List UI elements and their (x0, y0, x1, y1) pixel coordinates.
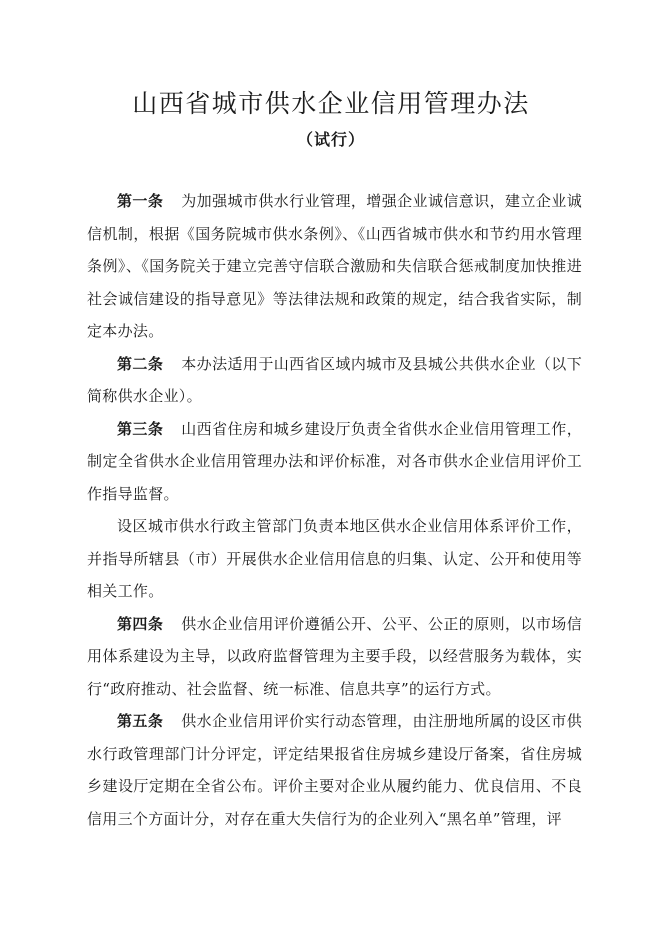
article-text: 供水企业信用评价遵循公开、公平、公正的原则，以市场信用体系建设为主导，以政府监督管理为主要手段，以经营服务为载体，实行“政府推动、社会监督、统一标准、信息共享”的运行方式。 (87, 614, 582, 698)
article-text: 山西省住房和城乡建设厅负责全省供水企业信用管理工作，制定全省供水企业信用管理办法和评价标准，对各市供水企业信用评价工作指导监督。 (87, 419, 582, 503)
article-label: 第一条 (117, 192, 164, 210)
article-label: 第三条 (117, 419, 164, 438)
article-2 (87, 348, 582, 413)
article-label: 第四条 (117, 614, 164, 633)
article-3-paragraph-2 (87, 510, 582, 608)
article-label: 第二条 (117, 354, 164, 373)
document-title: 山西省城市供水企业信用管理办法 (132, 89, 530, 118)
document-subtitle: （试行） (296, 130, 365, 149)
article-text: 供水企业信用评价实行动态管理，由注册地所属的设区市供水行政管理部门计分评定，评定结果报省住房城乡建设厅备案，省住房城乡建设厅定期在全省公布。评价主要对企业从履约能力、优良信用、不良信用三个方面计分，对存在重大失信行为的企业列入“黑名单”管理，评 (87, 712, 582, 828)
article-3 (87, 413, 582, 511)
article-1 (87, 185, 582, 348)
article-text: 本办法适用于山西省区域内城市及县城公共供水企业（以下简称供水企业）。 (87, 354, 582, 405)
document-body (87, 185, 582, 835)
article-4 (87, 608, 582, 706)
article-text: 为加强城市供水行业管理，增强企业诚信意识，建立企业诚信机制，根据《国务院城市供水条例》、《山西省城市供水和节约用水管理条例》、《国务院关于建立完善守信联合激励和失信联合惩戒制度加快推进社会诚信建设的指导意见》等法律法规和政策的规定，结合我省实际，制定本办法。 (87, 192, 582, 340)
article-text: 设区城市供水行政主管部门负责本地区供水企业信用体系评价工作，并指导所辖县（市）开展供水企业信用信息的归集、认定、公开和使用等相关工作。 (87, 517, 582, 600)
article-5 (87, 705, 582, 835)
article-label: 第五条 (117, 712, 164, 730)
